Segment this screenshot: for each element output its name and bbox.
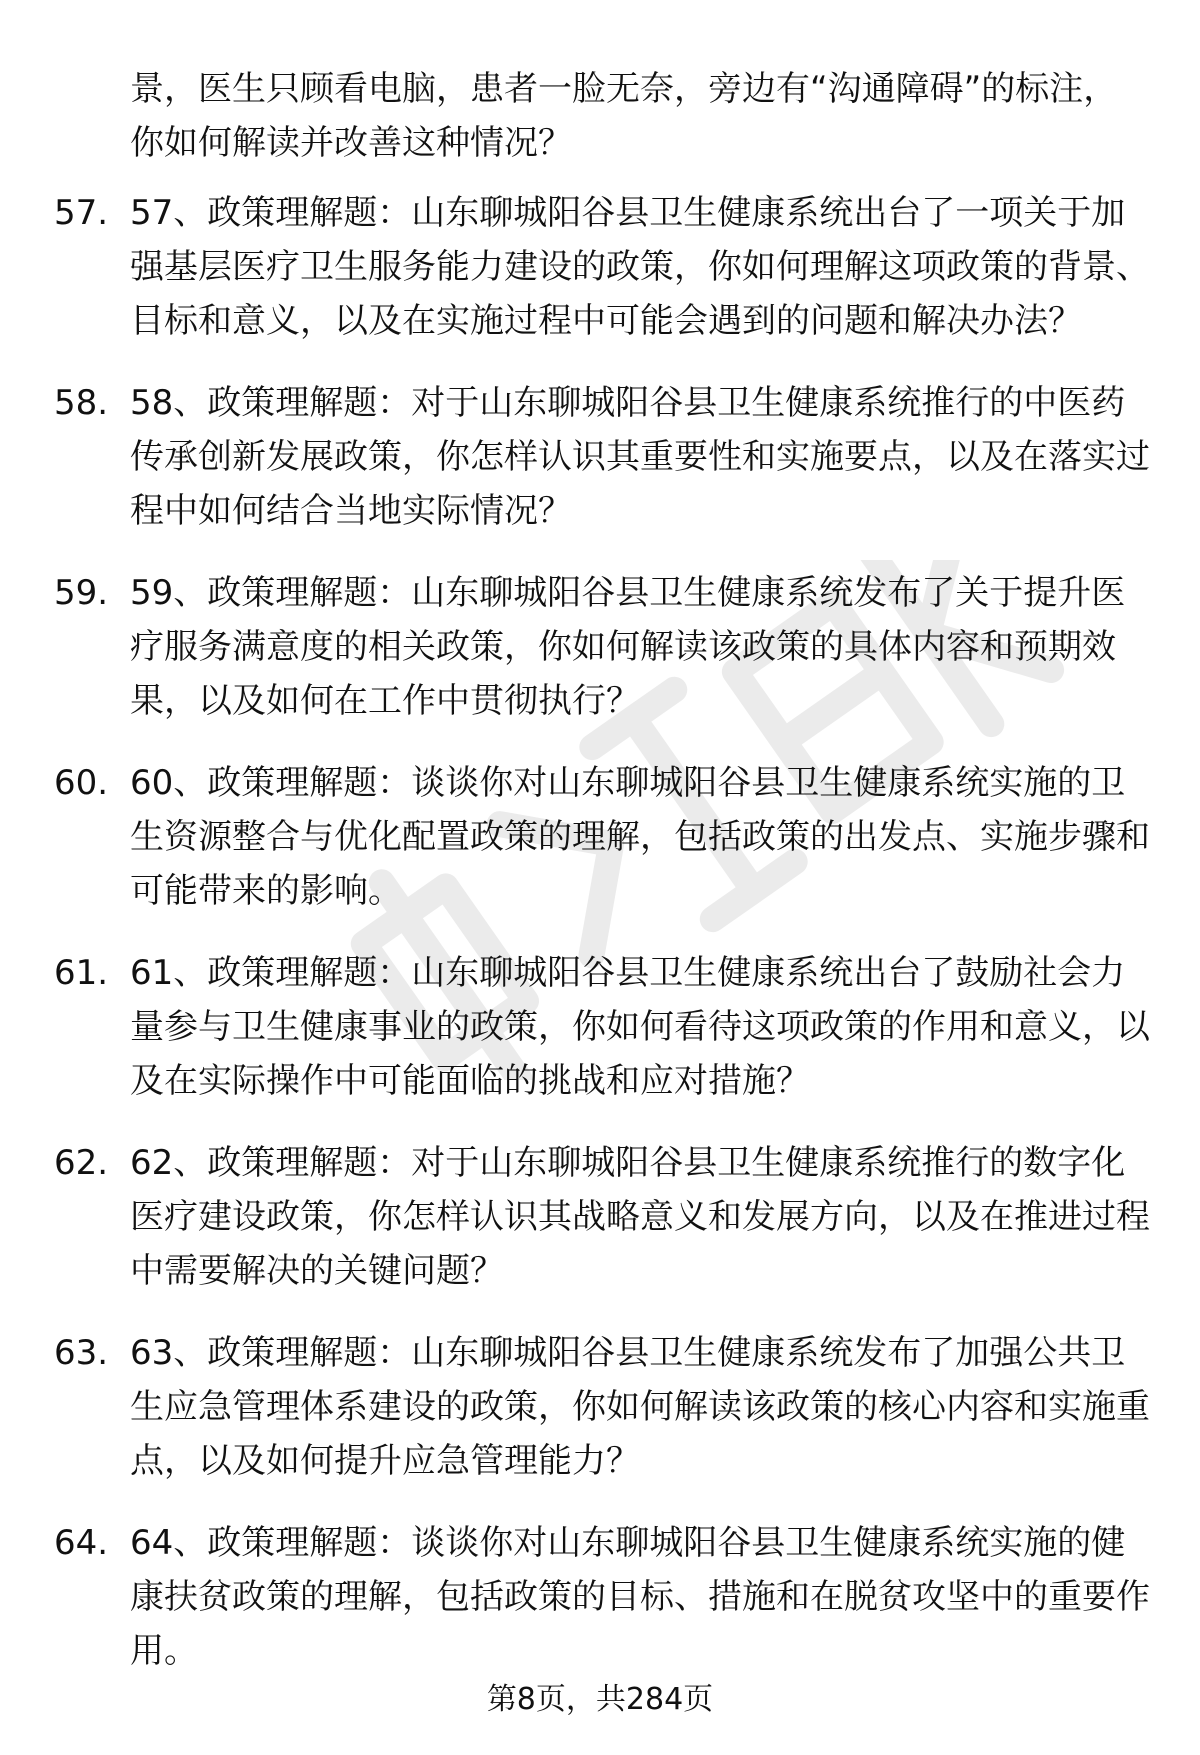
item-text: 64、政策理解题：谈谈你对山东聊城阳谷县卫生健康系统实施的健康扶贫政策的理解，包括政策的目标、措施和在脱贫攻坚中的重要作用。 bbox=[130, 1523, 1150, 1671]
item-number: 62. bbox=[54, 1143, 109, 1183]
item-text: 61、政策理解题：山东聊城阳谷县卫生健康系统出台了鼓励社会力量参与卫生健康事业的政策，你如何看待这项政策的作用和意义，以及在实际操作中可能面临的挑战和应对措施？ bbox=[130, 953, 1150, 1101]
item-text: 58、政策理解题：对于山东聊城阳谷县卫生健康系统推行的中医药传承创新发展政策，你怎样认识其重要性和实施要点，以及在落实过程中如何结合当地实际情况？ bbox=[130, 383, 1150, 531]
item-number: 61. bbox=[54, 953, 109, 993]
item-number: 57. bbox=[54, 193, 109, 233]
question-list bbox=[0, 186, 1200, 1706]
item-text: 62、政策理解题：对于山东聊城阳谷县卫生健康系统推行的数字化医疗建设政策，你怎样认识其战略意义和发展方向，以及在推进过程中需要解决的关键问题？ bbox=[130, 1143, 1150, 1291]
item-text: 57、政策理解题：山东聊城阳谷县卫生健康系统出台了一项关于加强基层医疗卫生服务能力建设的政策，你如何理解这项政策的背景、目标和意义，以及在实施过程中可能会遇到的问题和解决办法？ bbox=[130, 193, 1150, 341]
item-number: 60. bbox=[54, 763, 109, 803]
list-item bbox=[0, 566, 1200, 728]
list-item bbox=[0, 1326, 1200, 1488]
list-item bbox=[0, 946, 1200, 1108]
continuation-paragraph: 景，医生只顾看电脑，患者一脸无奈，旁边有“沟通障碍”的标注，你如何解读并改善这种情况？ bbox=[130, 69, 1118, 163]
list-item bbox=[0, 1136, 1200, 1298]
item-number: 58. bbox=[54, 383, 109, 423]
page-footer: 第8页，共284页 bbox=[486, 1682, 714, 1717]
item-number: 63. bbox=[54, 1333, 109, 1373]
list-item bbox=[0, 756, 1200, 918]
item-text: 59、政策理解题：山东聊城阳谷县卫生健康系统发布了关于提升医疗服务满意度的相关政策，你如何解读该政策的具体内容和预期效果，以及如何在工作中贯彻执行？ bbox=[130, 573, 1126, 721]
list-item bbox=[0, 186, 1200, 348]
list-item bbox=[0, 376, 1200, 538]
item-text: 60、政策理解题：谈谈你对山东聊城阳谷县卫生健康系统实施的卫生资源整合与优化配置政策的理解，包括政策的出发点、实施步骤和可能带来的影响。 bbox=[130, 763, 1150, 911]
item-number: 59. bbox=[54, 573, 109, 613]
list-item bbox=[0, 1516, 1200, 1678]
item-number: 64. bbox=[54, 1523, 109, 1563]
item-text: 63、政策理解题：山东聊城阳谷县卫生健康系统发布了加强公共卫生应急管理体系建设的政策，你如何解读该政策的核心内容和实施重点，以及如何提升应急管理能力？ bbox=[130, 1333, 1150, 1481]
